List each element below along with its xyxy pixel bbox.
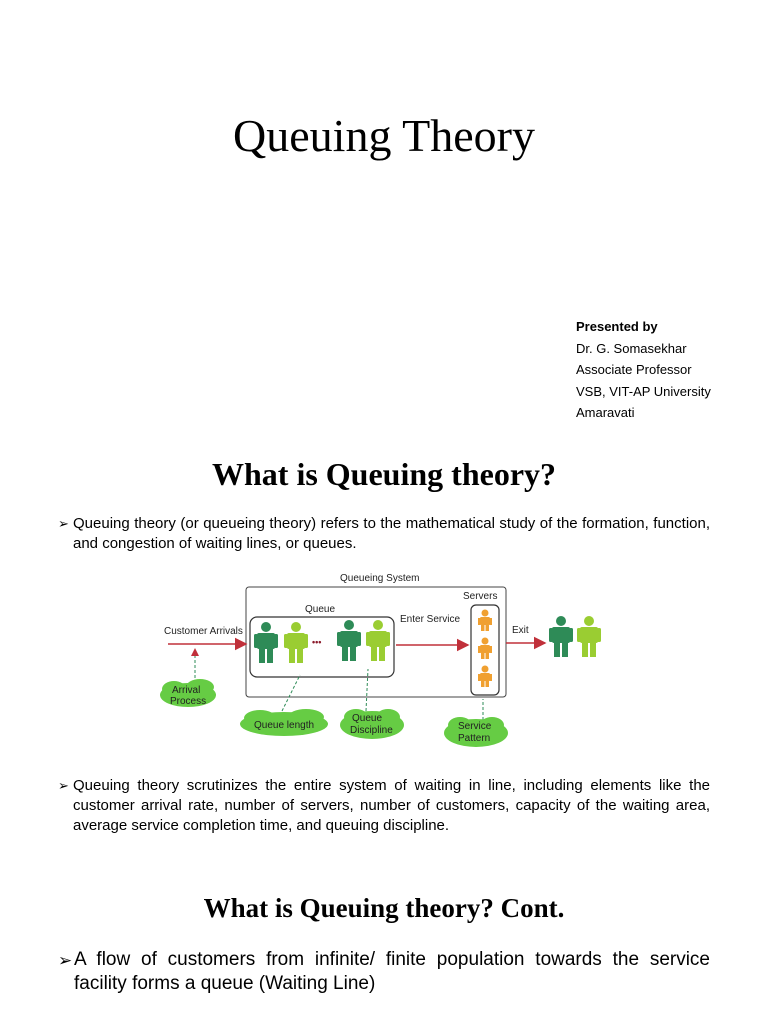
arrival-process-cloud [160, 679, 216, 707]
presenter-heading: Presented by [576, 319, 658, 334]
bullet-flow [58, 948, 710, 996]
server-icon [478, 610, 492, 632]
servers-label: Servers [463, 591, 498, 602]
service-pattern-cloud [444, 717, 508, 747]
bullet-text: Queuing theory scrutinizes the entire system of waiting in line, including elements like the customer arrival rate, number of servers, number of customers, capacity of the waiting area, average service completion time, and queuing discipline. [73, 777, 710, 834]
queue-label: Queue [305, 604, 336, 615]
section-heading: What is Queuing theory? [211, 456, 557, 492]
queue-discipline-pointer [366, 669, 368, 711]
arrivals-label: Customer Arrivals [164, 626, 243, 637]
system-label: Queueing System [340, 573, 420, 584]
presenter-role: Associate Professor [576, 362, 692, 377]
exit-label: Exit [512, 625, 529, 636]
queue-length-text: Queue length [254, 720, 315, 731]
bullet-scope [58, 776, 710, 836]
bullet-arrow-icon: ➢ [58, 778, 69, 793]
bullet-arrow-icon: ➢ [58, 516, 69, 531]
server-icon [478, 638, 492, 660]
queue-person-icon [254, 622, 278, 663]
enter-service-label: Enter Service [400, 614, 461, 625]
queue-person-icon [284, 622, 308, 663]
section-heading-cont: What is Queuing theory? Cont. [203, 893, 565, 923]
presenter-place: Amaravati [576, 405, 635, 420]
queue-discipline-cloud [340, 709, 404, 739]
exited-person-icon [549, 616, 573, 657]
bullet-arrow-icon: ➢ [58, 951, 73, 970]
queue-person-icon [337, 620, 361, 661]
bullet-text: A flow of customers from infinite/ finite population towards the service facility forms a queue (Waiting Line) [74, 949, 710, 994]
service-pattern-line2: Pattern [458, 733, 491, 744]
queue-length-cloud [240, 709, 328, 736]
presenter-org: VSB, VIT-AP University [576, 383, 711, 399]
arrival-process-line1: Arrival [172, 685, 201, 696]
bullet-definition [58, 514, 710, 554]
queue-length-pointer [282, 675, 300, 711]
service-pattern-line1: Service [458, 721, 492, 732]
queue-discipline-line1: Queue [352, 713, 383, 724]
exited-person-icon [577, 616, 601, 657]
server-icon [478, 666, 492, 688]
slide-title: Queuing Theory [233, 110, 535, 161]
presenter-block [576, 316, 711, 424]
queue-person-icon [366, 620, 390, 661]
queue-discipline-line2: Discipline [350, 725, 393, 736]
queue-ellipsis: ••• [312, 637, 322, 647]
arrival-process-line2: Process [170, 696, 207, 707]
presenter-name: Dr. G. Somasekhar [576, 340, 687, 356]
queueing-system-diagram [150, 565, 620, 753]
bullet-text: Queuing theory (or queueing theory) refers to the mathematical study of the formation, function, and congestion of waiting lines, or queues. [73, 515, 710, 552]
